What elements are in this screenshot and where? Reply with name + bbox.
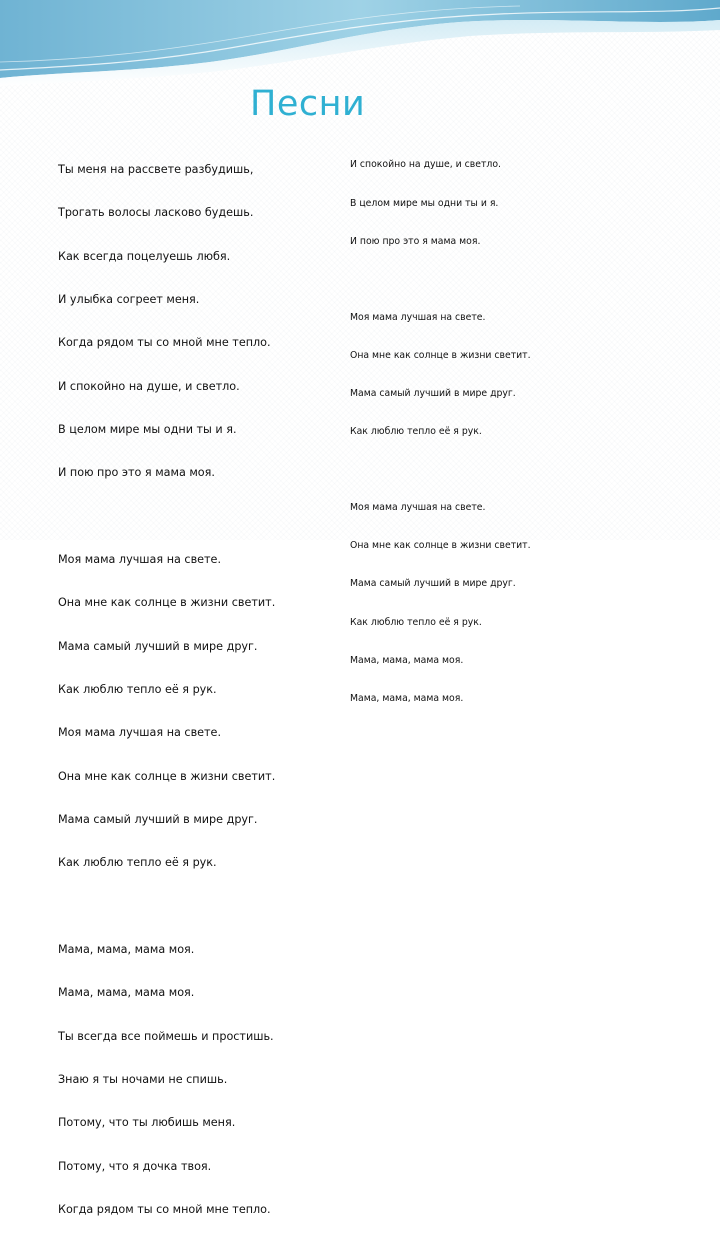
- lyric-line: Мама, мама, мама моя.: [350, 692, 464, 704]
- lyric-line: И пою про это я мама моя.: [350, 235, 481, 247]
- lyric-line: Как люблю тепло её я рук.: [58, 856, 217, 870]
- lyric-line: Моя мама лучшая на свете.: [350, 502, 486, 514]
- lyric-line: Мама, мама, мама моя.: [350, 654, 464, 666]
- lyrics-right-column: [350, 134, 531, 731]
- lyric-line: Моя мама лучшая на свете.: [350, 311, 486, 323]
- lyric-line: Ты меня на рассвете разбудишь,: [58, 162, 254, 176]
- lyric-line: Она мне как солнце в жизни светит.: [58, 769, 276, 783]
- lyric-line: Мама самый лучший в мире друг.: [58, 639, 258, 653]
- stanza-gap: [350, 464, 531, 477]
- lyric-line: Мама самый лучший в мире друг.: [350, 578, 516, 590]
- lyric-line: Мама самый лучший в мире друг.: [350, 387, 516, 399]
- lyric-line: И спокойно на душе, и светло.: [58, 379, 240, 393]
- lyric-line: Трогать волосы ласково будешь.: [58, 206, 254, 220]
- lyric-line: Моя мама лучшая на свете.: [58, 553, 221, 566]
- lyric-line: И пою про это я мама моя.: [58, 466, 215, 480]
- lyric-line: Когда рядом ты со мной мне тепло.: [58, 1203, 271, 1217]
- lyric-line: Мама самый лучший в мире друг.: [58, 813, 258, 827]
- lyric-line: Мама, мама, мама моя.: [58, 986, 195, 1000]
- lyric-line: И улыбка согреет меня.: [58, 292, 200, 306]
- lyric-line: Когда рядом ты со мной мне тепло.: [58, 336, 271, 350]
- lyric-line: Она мне как солнце в жизни светит.: [58, 596, 276, 610]
- lyric-line: Как люблю тепло её я рук.: [58, 683, 217, 697]
- lyric-line: В целом мире мы одни ты и я.: [58, 422, 237, 436]
- slide-title: Песни: [250, 84, 366, 124]
- lyric-line: Ты всегда все поймешь и простишь.: [58, 1029, 274, 1043]
- lyrics-left-column: [58, 134, 275, 1247]
- stanza-gap: [58, 900, 275, 914]
- stanza-gap: [350, 274, 531, 287]
- lyric-line: Знаю я ты ночами не спишь.: [58, 1073, 228, 1087]
- lyric-line: Как люблю тепло её я рук.: [350, 426, 482, 438]
- lyric-line: Потому, что я дочка твоя.: [58, 1159, 212, 1173]
- stanza-gap: [58, 510, 275, 524]
- lyric-line: Потому, что ты любишь меня.: [58, 1116, 236, 1130]
- lyric-line: Как всегда поцелуешь любя.: [58, 249, 231, 263]
- lyric-line: Мама, мама, мама моя.: [58, 943, 195, 957]
- lyric-line: Она мне как солнце в жизни светит.: [350, 540, 531, 552]
- lyric-line: Она мне как солнце в жизни светит.: [350, 349, 531, 361]
- lyric-line: И спокойно на душе, и светло.: [350, 159, 501, 171]
- lyric-line: В целом мире мы одни ты и я.: [350, 197, 499, 209]
- lyric-line: Моя мама лучшая на свете.: [58, 726, 221, 740]
- lyric-line: Как люблю тепло её я рук.: [350, 616, 482, 628]
